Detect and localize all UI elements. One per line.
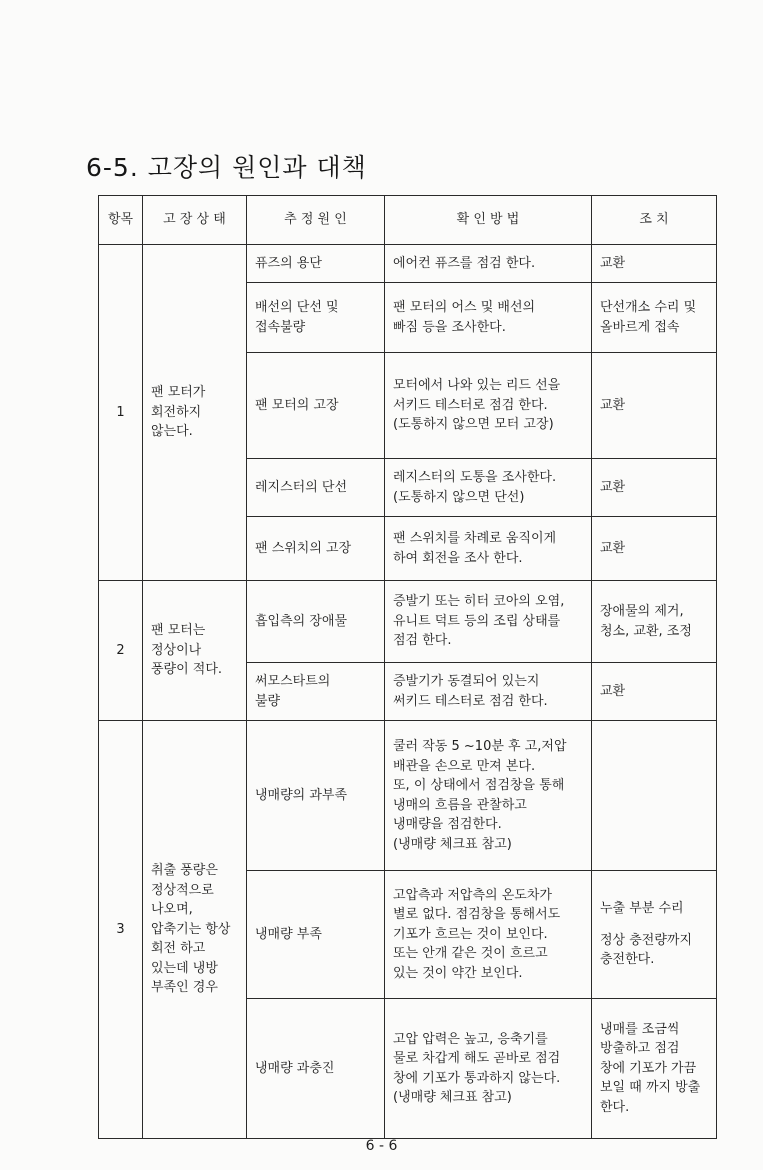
text-line: 증발기가 동결되어 있는지 [393,674,540,689]
text-line: 에어컨 퓨즈를 점검 한다. [393,255,536,271]
text-line: 교환 [600,540,626,556]
text-line: 냉매량의 과부족 [255,787,348,803]
text-line: 팬 모터의 어스 및 배선의 [393,300,536,315]
text-line: 압축기는 항상 [151,921,231,937]
text-line: 팬 모터의 고장 [255,397,339,413]
text-line: 올바르게 접속 [600,319,680,335]
table-row [99,581,717,663]
header-item: 항목 [99,196,143,245]
troubleshooting-table [98,195,717,1139]
text-line: 레지스터의 도통을 조사한다. [393,470,557,485]
text-line: 모터에서 나와 있는 리드 선을 [393,378,561,394]
text-line: (냉매량 체크표 참고) [393,1090,512,1105]
text-line: 불량 [255,693,281,709]
fault-state [143,245,247,581]
check-method [385,663,592,721]
text-line: 교환 [600,397,626,413]
text-line: 않는다. [151,424,193,440]
text-line: 있는데 냉방 [151,960,218,976]
item-number: 3 [99,721,143,1139]
text-line: 퓨즈의 용단 [255,255,322,271]
text-line: 별로 없다. 점검창을 통해서도 [393,907,561,923]
estimated-cause [247,245,385,283]
text-line: 충전한다. [600,952,655,968]
table-row [99,245,717,283]
text-line: 누출 부분 수리 [600,901,684,917]
text-line: 방출하고 점검 [600,1041,680,1057]
text-line: 정상이나 [151,642,202,658]
check-method [385,871,592,999]
header-cause: 추 정 원 인 [247,196,385,245]
text-line: 냉매량 부족 [255,926,322,942]
text-line: 한다. [600,1099,630,1115]
text-line: 팬 모터는 [151,623,206,639]
corrective-action [592,459,717,517]
text-line: 장애물의 제거, [600,604,684,619]
text-line: 쿨러 작동 5 ~10분 후 고,저압 [393,739,567,754]
table-header-row [99,196,717,245]
text-line: 부족인 경우 [151,980,218,996]
text-line: 냉매량 과충진 [255,1060,335,1076]
item-number: 1 [99,245,143,581]
text-line: 증발기 또는 히터 코아의 오염, [393,594,565,610]
text-line: (도통하지 않으면 모터 고장) [393,417,554,433]
text-line: 취출 풍량은 [151,863,218,879]
text-line: 정상적으로 [151,882,214,898]
text-line: 단선개소 수리 및 [600,300,697,315]
estimated-cause [247,517,385,581]
estimated-cause [247,353,385,459]
text-line: 교환 [600,683,626,699]
text-line: 정상 충전량까지 [600,932,693,948]
fault-state [143,721,247,1139]
check-method [385,459,592,517]
estimated-cause [247,871,385,999]
check-method [385,353,592,459]
estimated-cause [247,663,385,721]
corrective-action [592,353,717,459]
estimated-cause [247,999,385,1139]
text-line: 접속불량 [255,319,306,335]
text-line: 풍량이 적다. [151,662,223,678]
text-line: 회전하지 [151,404,202,420]
estimated-cause [247,721,385,871]
check-method [385,999,592,1139]
check-method [385,245,592,283]
text-line: 또는 안개 같은 것이 흐르고 [393,946,548,962]
corrective-action [592,663,717,721]
estimated-cause [247,459,385,517]
text-line: 하여 회전을 조사 한다. [393,550,523,566]
text-line: 물로 차갑게 해도 곧바로 점검 [393,1051,561,1066]
text-line: 기포가 흐르는 것이 보인다. [393,926,548,942]
corrective-action [592,517,717,581]
text-line: 냉매의 흐름을 관찰하고 [393,797,527,813]
text-line: 보일 때 까지 방출 [600,1080,701,1096]
text-line: 또, 이 상태에서 점검창을 통해 [393,778,565,793]
text-line: 팬 스위치를 차례로 움직이게 [393,531,557,546]
text-line: (냉매량 체크표 참고) [393,836,512,852]
text-line: 교환 [600,255,626,271]
text-line: 배선의 단선 및 [255,300,339,315]
text-line: 창에 기포가 통과하지 않는다. [393,1070,561,1086]
text-line: (도통하지 않으면 단선) [393,489,525,505]
text-line: 팬 모터가 [151,385,206,401]
text-line: 서키드 테스터로 점검 한다. [393,397,548,413]
check-method [385,517,592,581]
text-line: 레지스터의 단선 [255,479,348,495]
text-line: 써키드 테스터로 점검 한다. [393,693,548,709]
corrective-action [592,283,717,353]
check-method [385,581,592,663]
text-line: 고압 압력은 높고, 응축기를 [393,1031,548,1047]
text-line: 흡입측의 장애물 [255,613,348,629]
header-state: 고 장 상 태 [143,196,247,245]
text-line: 청소, 교환, 조정 [600,623,692,639]
text-line: 고압측과 저압측의 온도차가 [393,887,552,903]
text-line: 점검 한다. [393,633,452,649]
corrective-action [592,581,717,663]
header-action: 조 치 [592,196,717,245]
text-line [600,919,708,931]
estimated-cause [247,581,385,663]
item-number: 2 [99,581,143,721]
table-row [99,721,717,871]
text-line: 냉매를 조금씩 [600,1021,680,1037]
text-line: 빠짐 등을 조사한다. [393,319,506,335]
corrective-action [592,721,717,871]
page-number: 6 - 6 [365,1138,398,1154]
text-line: 써모스타트의 [255,674,331,689]
text-line: 팬 스위치의 고장 [255,540,352,556]
text-line: 회전 하고 [151,941,206,957]
check-method [385,721,592,871]
text-line: 창에 기포가 가끔 [600,1060,697,1076]
text-line: 나오며, [151,902,193,918]
text-line: 교환 [600,479,626,495]
text-line: 있는 것이 약간 보인다. [393,965,523,981]
text-line: 냉매량을 점검한다. [393,817,502,832]
corrective-action [592,871,717,999]
text-line: 유니트 덕트 등의 조립 상태를 [393,613,561,629]
corrective-action [592,245,717,283]
page-title: 6-5. 고장의 원인과 대책 [86,153,367,182]
corrective-action [592,999,717,1139]
fault-state [143,581,247,721]
text-line: 배관을 손으로 만져 본다. [393,758,536,774]
header-check: 확 인 방 법 [385,196,592,245]
estimated-cause [247,283,385,353]
check-method [385,283,592,353]
